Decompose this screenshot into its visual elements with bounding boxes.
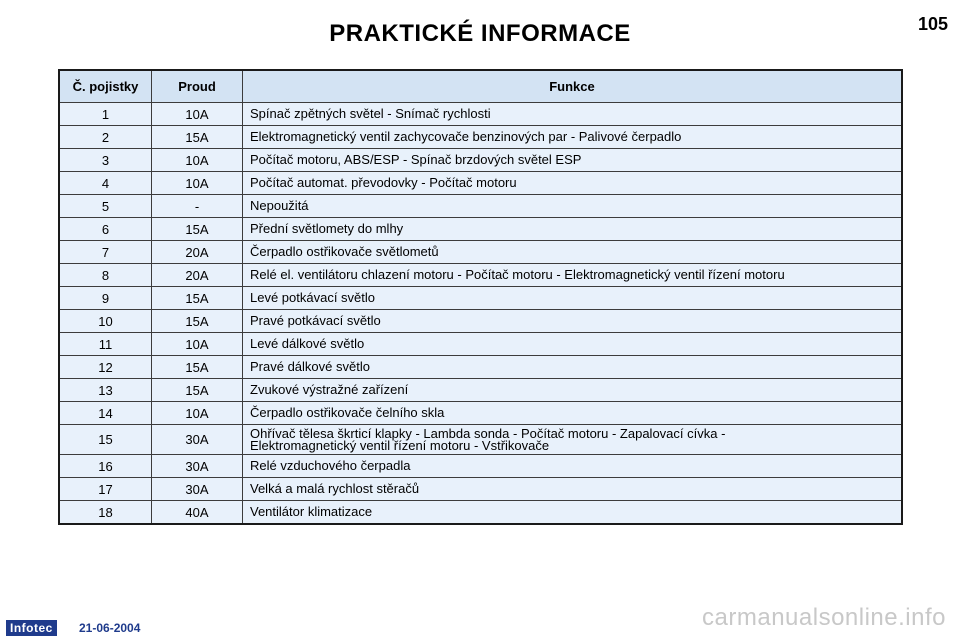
table-row bbox=[59, 333, 902, 356]
function-text: Pravé dálkové světlo bbox=[250, 359, 370, 374]
table-row bbox=[59, 379, 902, 402]
table-row bbox=[59, 126, 902, 149]
function-cell bbox=[243, 287, 903, 310]
function-cell bbox=[243, 264, 903, 287]
current-cell: 10A bbox=[152, 333, 243, 356]
table-row bbox=[59, 478, 902, 501]
function-text: Zvukové výstražné zařízení bbox=[250, 382, 409, 397]
function-text: Čerpadlo ostřikovače světlometů bbox=[250, 244, 439, 259]
table-row bbox=[59, 402, 902, 425]
column-header-fuse-number: Č. pojistky bbox=[59, 70, 152, 103]
function-cell bbox=[243, 455, 903, 478]
table-row bbox=[59, 356, 902, 379]
fuse-number-cell: 2 bbox=[59, 126, 152, 149]
infotec-logo: Infotec bbox=[6, 620, 57, 636]
function-text: Počítač automat. převodovky - Počítač motoru bbox=[250, 175, 517, 190]
fuse-number-cell: 15 bbox=[59, 425, 152, 455]
current-cell: 10A bbox=[152, 172, 243, 195]
function-cell bbox=[243, 126, 903, 149]
page-number: 105 bbox=[917, 14, 948, 34]
table-row bbox=[59, 425, 902, 455]
function-cell bbox=[243, 310, 903, 333]
page-title: PRAKTICKÉ INFORMACE bbox=[329, 20, 631, 47]
fuse-number-cell: 17 bbox=[59, 478, 152, 501]
function-cell bbox=[243, 195, 903, 218]
current-cell: 15A bbox=[152, 126, 243, 149]
current-cell: 15A bbox=[152, 379, 243, 402]
function-text: Pravé potkávací světlo bbox=[250, 313, 381, 328]
function-cell bbox=[243, 103, 903, 126]
function-text: Velká a malá rychlost stěračů bbox=[250, 481, 420, 496]
function-text: Relé vzduchového čerpadla bbox=[250, 458, 411, 473]
function-text: Levé potkávací světlo bbox=[250, 290, 376, 305]
function-text: Počítač motoru, ABS/ESP - Spínač brzdových světel ESP bbox=[250, 152, 582, 167]
function-cell bbox=[243, 425, 903, 455]
function-cell bbox=[243, 333, 903, 356]
current-cell: - bbox=[152, 195, 243, 218]
table-row bbox=[59, 264, 902, 287]
current-cell: 30A bbox=[152, 425, 243, 455]
function-text: Spínač zpětných světel - Snímač rychlosti bbox=[250, 106, 491, 121]
fuse-number-cell: 4 bbox=[59, 172, 152, 195]
current-cell: 10A bbox=[152, 402, 243, 425]
function-text: Ohřívač tělesa škrticí klapky - Lambda sonda - Počítač motoru - Zapalovací cívka - Elektromagnetický ventil řízení motoru - Vstřikovače bbox=[250, 425, 726, 453]
fuse-number-cell: 6 bbox=[59, 218, 152, 241]
fuse-number-cell: 9 bbox=[59, 287, 152, 310]
table-body bbox=[59, 103, 902, 525]
table-row bbox=[59, 172, 902, 195]
fuse-number-cell: 3 bbox=[59, 149, 152, 172]
current-cell: 30A bbox=[152, 455, 243, 478]
fuse-number-cell: 18 bbox=[59, 501, 152, 525]
watermark: carmanualsonline.info bbox=[702, 604, 946, 631]
table-row bbox=[59, 501, 902, 525]
function-cell bbox=[243, 218, 903, 241]
current-cell: 20A bbox=[152, 264, 243, 287]
function-cell bbox=[243, 379, 903, 402]
current-cell: 10A bbox=[152, 149, 243, 172]
fuse-number-cell: 14 bbox=[59, 402, 152, 425]
current-cell: 40A bbox=[152, 501, 243, 525]
table-row bbox=[59, 287, 902, 310]
function-cell bbox=[243, 478, 903, 501]
current-cell: 15A bbox=[152, 356, 243, 379]
function-cell bbox=[243, 356, 903, 379]
table-row bbox=[59, 103, 902, 126]
table-row bbox=[59, 195, 902, 218]
table-row bbox=[59, 218, 902, 241]
table-header-row bbox=[59, 70, 902, 103]
table-row bbox=[59, 455, 902, 478]
fuse-table bbox=[58, 69, 903, 525]
column-header-current: Proud bbox=[152, 70, 243, 103]
table-row bbox=[59, 149, 902, 172]
fuse-number-cell: 13 bbox=[59, 379, 152, 402]
table-row bbox=[59, 310, 902, 333]
fuse-number-cell: 12 bbox=[59, 356, 152, 379]
fuse-number-cell: 1 bbox=[59, 103, 152, 126]
function-cell bbox=[243, 402, 903, 425]
function-text: Nepoužitá bbox=[250, 198, 309, 213]
function-text: Ventilátor klimatizace bbox=[250, 504, 373, 519]
column-header-function: Funkce bbox=[243, 70, 903, 103]
current-cell: 15A bbox=[152, 287, 243, 310]
footer-date: 21-06-2004 bbox=[79, 621, 141, 635]
fuse-number-cell: 10 bbox=[59, 310, 152, 333]
fuse-number-cell: 11 bbox=[59, 333, 152, 356]
fuse-number-cell: 7 bbox=[59, 241, 152, 264]
function-cell bbox=[243, 149, 903, 172]
function-text: Levé dálkové světlo bbox=[250, 336, 365, 351]
function-text: Elektromagnetický ventil zachycovače benzinových par - Palivové čerpadlo bbox=[250, 129, 682, 144]
function-text: Relé el. ventilátoru chlazení motoru - Počítač motoru - Elektromagnetický ventil řízení motoru bbox=[250, 267, 785, 282]
fuse-number-cell: 5 bbox=[59, 195, 152, 218]
current-cell: 30A bbox=[152, 478, 243, 501]
current-cell: 15A bbox=[152, 218, 243, 241]
current-cell: 15A bbox=[152, 310, 243, 333]
fuse-number-cell: 16 bbox=[59, 455, 152, 478]
function-text: Čerpadlo ostřikovače čelního skla bbox=[250, 405, 445, 420]
fuse-number-cell: 8 bbox=[59, 264, 152, 287]
table-row bbox=[59, 241, 902, 264]
function-cell bbox=[243, 241, 903, 264]
function-cell bbox=[243, 172, 903, 195]
current-cell: 20A bbox=[152, 241, 243, 264]
function-text: Přední světlomety do mlhy bbox=[250, 221, 404, 236]
function-cell bbox=[243, 501, 903, 525]
current-cell: 10A bbox=[152, 103, 243, 126]
